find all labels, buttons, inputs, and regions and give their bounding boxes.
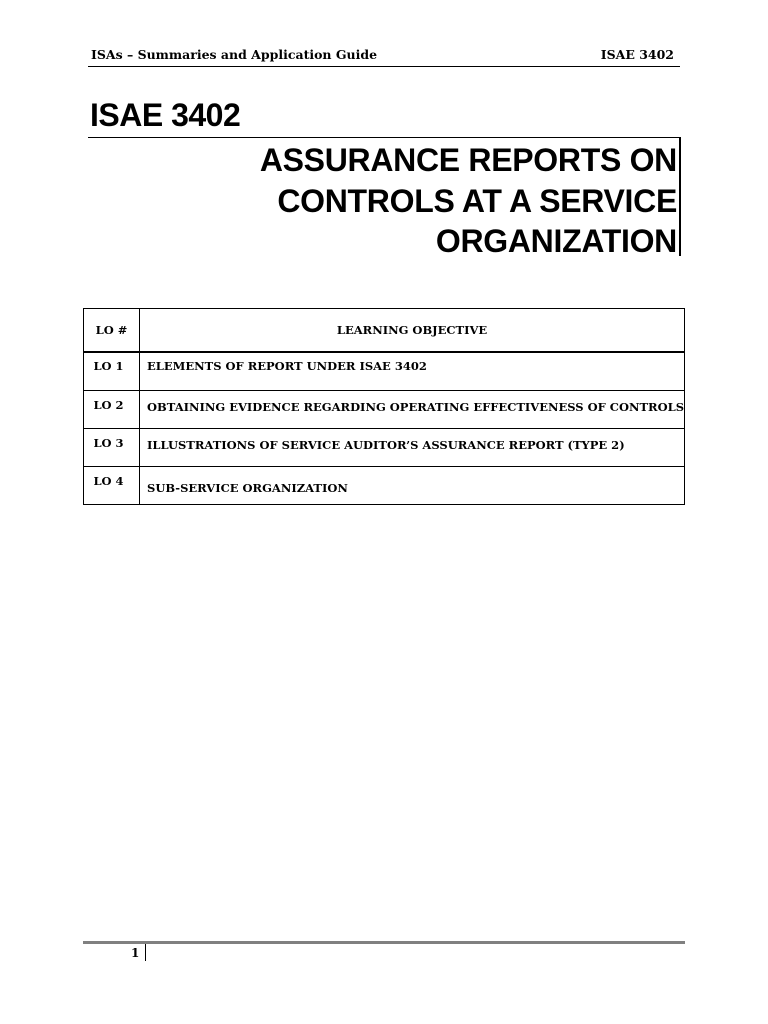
- objective-cell: [140, 467, 685, 505]
- heading-divider: [88, 137, 680, 138]
- lo-number-cell: [84, 391, 140, 429]
- objective-cell: [140, 391, 685, 429]
- table-header-row: [84, 309, 685, 353]
- title-side-bar: [679, 137, 681, 256]
- title-line: CONTROLS AT A SERVICE: [277, 182, 677, 219]
- header-standard-code: ISAE 3402: [600, 47, 674, 62]
- header-book-title: ISAs – Summaries and Application Guide: [91, 47, 378, 62]
- table-row: [84, 467, 685, 505]
- title-line: ORGANIZATION: [435, 223, 677, 259]
- objective-text: OBTAINING EVIDENCE REGARDING OPERATING EFFECTIVENESS OF CONTROLS: [147, 400, 684, 414]
- page-number: 1: [131, 946, 140, 960]
- lo-number-cell: [84, 467, 140, 505]
- document-title: [260, 140, 677, 262]
- lo-number: LO 2: [93, 398, 124, 412]
- objective-cell: [140, 352, 685, 391]
- lo-number: LO 1: [93, 359, 124, 373]
- column-header-learning-objective: LEARNING OBJECTIVE: [140, 309, 685, 353]
- table-row: [84, 391, 685, 429]
- footer-divider: [83, 941, 685, 944]
- table-row: [84, 352, 685, 391]
- objective-text: ELEMENTS OF REPORT UNDER ISAE 3402: [147, 359, 427, 373]
- title-line: ASSURANCE REPORTS ON: [259, 142, 677, 178]
- column-header-lo-number: LO #: [84, 309, 140, 353]
- lo-number: LO 4: [93, 474, 124, 488]
- standard-code-heading: ISAE 3402: [90, 97, 241, 133]
- learning-objectives-table: [83, 308, 685, 505]
- objective-text: SUB-SERVICE ORGANIZATION: [147, 481, 348, 495]
- lo-number: LO 3: [93, 436, 124, 450]
- lo-number-cell: [84, 352, 140, 391]
- objective-text: ILLUSTRATIONS OF SERVICE AUDITOR’S ASSURANCE REPORT (TYPE 2): [147, 438, 625, 452]
- lo-number-cell: [84, 429, 140, 467]
- objective-cell: [140, 429, 685, 467]
- running-header: [88, 44, 680, 67]
- table-row: [84, 429, 685, 467]
- page-number-bar: [145, 944, 146, 961]
